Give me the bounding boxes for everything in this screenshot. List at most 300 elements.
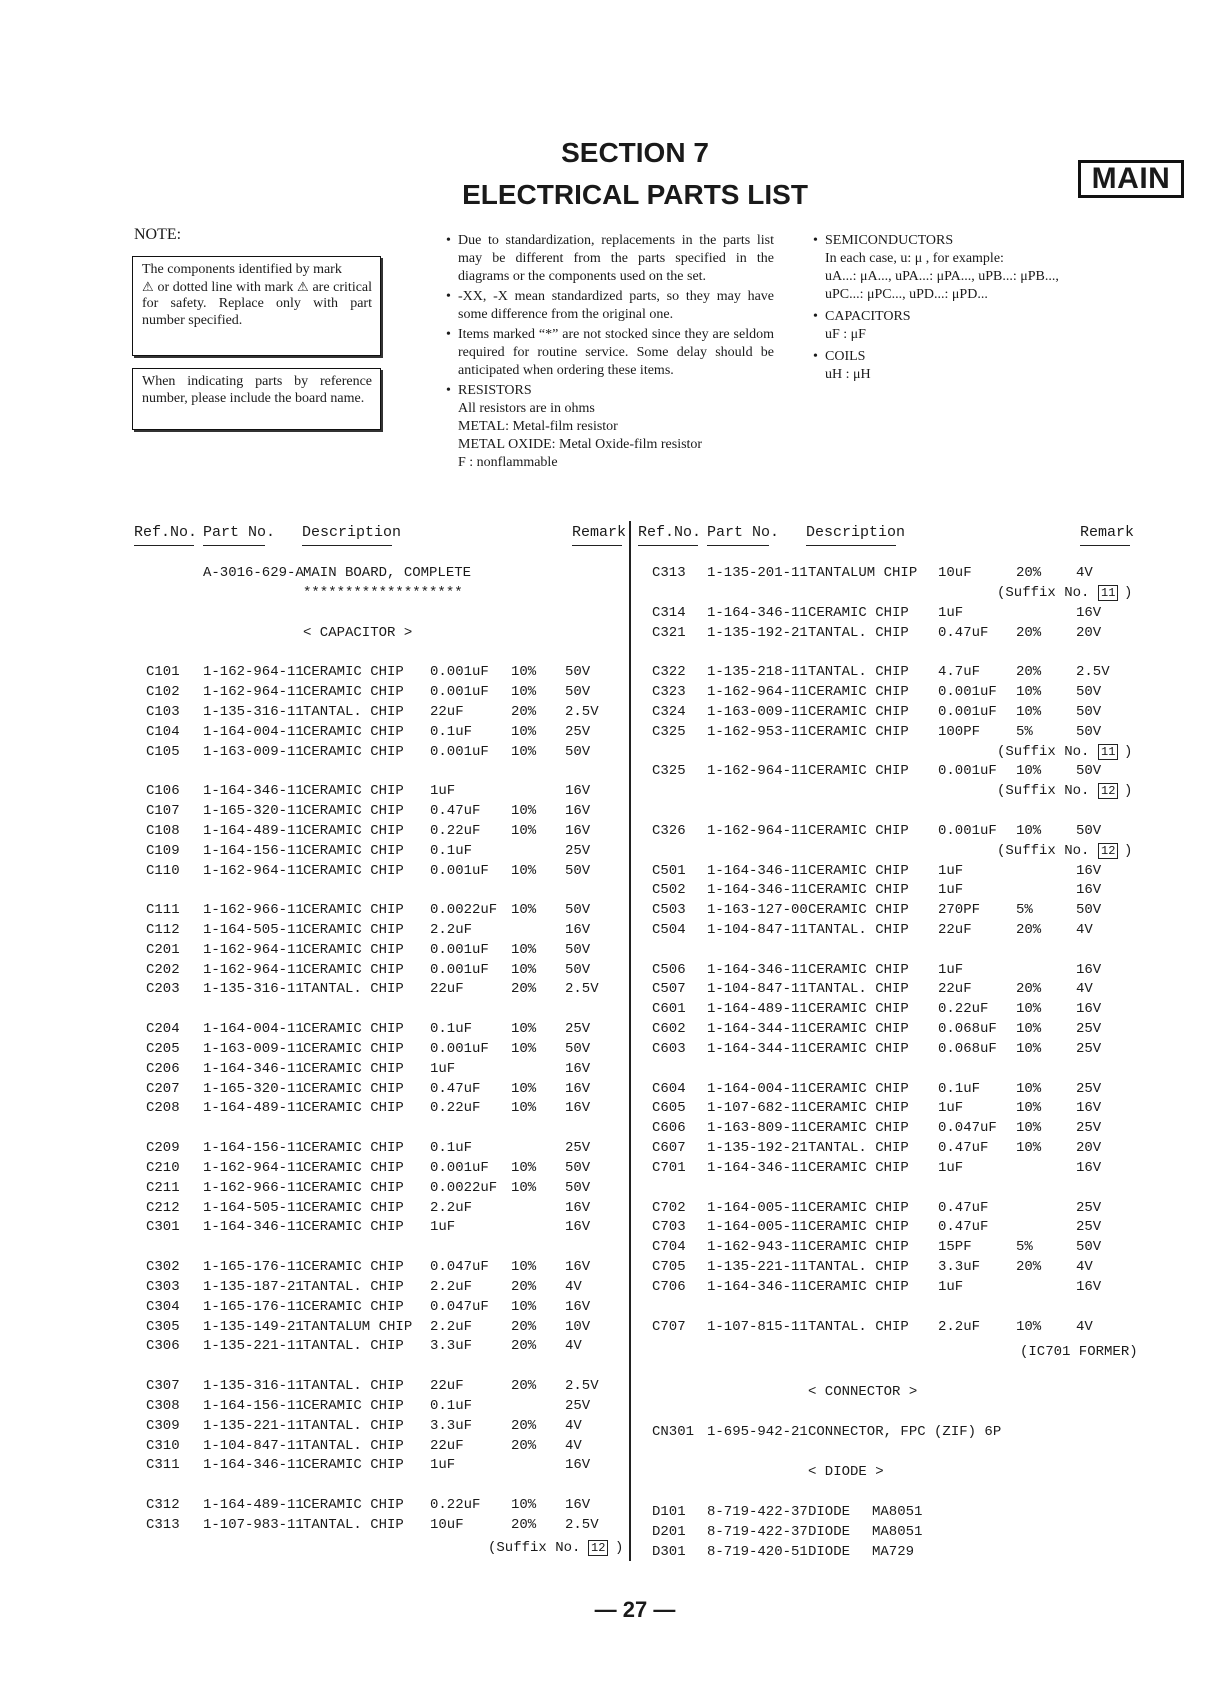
tolerance-cell: 10% [511,1021,537,1038]
value-cell: 0.22uF [430,822,481,839]
value-cell: 0.001uF [430,1040,489,1057]
voltage-cell: 10V [565,1318,591,1335]
note-resistors-metal-oxide: METAL OXIDE: Metal Oxide-film resistor [458,437,703,452]
note-resistors-metal: METAL: Metal-film resistor [458,419,618,434]
ref-cell: C207 [146,1080,180,1097]
table-row [652,642,1172,662]
ic701-former-note: (IC701 FORMER) [1020,1344,1138,1360]
tolerance-cell: 10% [511,1100,537,1117]
desc-cell: CERAMIC CHIP [303,1080,404,1097]
ref-cell: C312 [146,1497,180,1513]
ref-cell: C322 [652,664,686,681]
ref-cell: C313 [146,1516,180,1533]
table-row [146,1237,626,1257]
header-underline [806,545,896,546]
voltage-cell: 16V [565,1298,591,1315]
table-row [652,1502,1172,1522]
desc-cell: CERAMIC CHIP [303,684,404,700]
ref-cell: C605 [652,1100,686,1117]
ref-cell: C308 [146,1397,180,1414]
desc-cell: CERAMIC CHIP [808,1040,909,1057]
suffix-number: 12 [1098,783,1118,799]
tolerance-cell: 10% [1016,703,1042,720]
suffix-label: (Suffix No. [997,584,1090,601]
desc-cell: TANTAL. CHIP [808,624,909,641]
desc-cell: TANTALUM CHIP [808,565,918,581]
part-cell: 1-164-346-11 [203,1457,304,1474]
part-cell: 1-162-964-11 [203,961,304,978]
voltage-cell: 4V [1076,921,1093,938]
ref-cell: C506 [652,961,686,978]
table-row [652,1297,1172,1317]
page-number: — 27 — [594,1597,676,1622]
desc-cell: CERAMIC CHIP [303,1259,404,1275]
header-underline [203,545,265,546]
ref-cell: C109 [146,842,180,859]
suffix-close: ) [1124,842,1133,859]
value-cell: 2.2uF [430,1199,473,1216]
tolerance-cell: 10% [511,941,537,958]
voltage-cell: 50V [565,1179,591,1196]
voltage-cell: 4V [565,1417,582,1434]
table-row [652,841,1172,861]
ref-cell: C704 [652,1239,686,1256]
table-row [146,583,626,603]
part-cell: 1-164-346-11 [203,1219,304,1236]
ref-cell: C502 [652,882,686,899]
tolerance-cell: 10% [1016,1140,1042,1157]
part-cell: 1-135-221-11 [707,1259,808,1275]
suffix-close: ) [1124,783,1133,800]
table-row [146,1118,626,1138]
table-row [652,1522,1172,1542]
ref-cell: C303 [146,1278,180,1295]
table-row [652,999,1172,1019]
header-underline [638,545,698,546]
ref-cell: C306 [146,1338,180,1355]
desc-cell: CERAMIC CHIP [303,803,404,819]
table-row [652,1317,1172,1337]
value-cell: 0.047uF [430,1259,489,1275]
table-row [146,1178,626,1198]
value-cell: 15PF [938,1239,972,1256]
part-cell: 1-163-809-11 [707,1120,808,1137]
desc-cell: CERAMIC CHIP [808,1001,909,1018]
value-cell: 0.001uF [938,703,997,720]
col-header-desc-left: Description [302,524,402,541]
part-cell: 1-162-943-11 [707,1239,808,1256]
table-row [652,1277,1172,1297]
tolerance-cell: 20% [1016,624,1042,641]
part-cell: 1-164-156-11 [203,1140,304,1157]
ref-cell: C503 [652,902,686,919]
desc-cell: CERAMIC CHIP [303,1497,404,1513]
table-row [146,623,626,643]
table-row [652,821,1172,841]
value-cell: 0.068uF [938,1040,997,1057]
tolerance-cell: 10% [511,664,537,681]
table-row [652,920,1172,940]
category-heading: < CAPACITOR > [303,624,413,641]
ref-cell: C112 [146,921,180,938]
ref-cell: C103 [146,703,180,720]
desc-cell: DIODE [808,1543,851,1560]
part-cell: 1-162-964-11 [203,862,304,879]
part-cell: 1-135-187-21 [203,1278,304,1295]
value-cell: 0.068uF [938,1021,997,1038]
table-row [146,880,626,900]
value-cell: 1uF [938,604,964,621]
ref-cell: C602 [652,1021,686,1038]
voltage-cell: 2.5V [565,1516,599,1533]
voltage-cell: 2.5V [565,981,599,998]
table-row [146,861,626,881]
ref-cell: C111 [146,902,180,919]
voltage-cell: 16V [1076,961,1102,978]
desc-cell: ******************* [303,584,463,601]
value-cell: 0.47uF [938,624,989,641]
voltage-cell: 25V [565,723,591,740]
voltage-cell: 50V [1076,763,1102,780]
ref-cell: C604 [652,1080,686,1097]
part-cell: 1-164-489-11 [203,1497,304,1513]
part-cell: 1-135-192-21 [707,624,808,641]
desc-cell: DIODE [808,1504,851,1520]
desc-cell: TANTAL. CHIP [808,921,909,938]
desc-cell: CERAMIC CHIP [808,723,909,740]
value-cell: 0.47uF [938,1199,989,1216]
suffix-close: ) [615,1540,624,1556]
notes-middle [446,232,774,472]
voltage-cell: 25V [565,842,591,859]
voltage-cell: 50V [565,1159,591,1176]
table-row [146,1098,626,1118]
value-cell: 0.1uF [430,723,473,740]
table-row [146,821,626,841]
suffix-number: 11 [1098,744,1118,760]
connector-heading: < CONNECTOR > [808,1384,918,1400]
voltage-cell: 50V [565,743,591,760]
desc-cell: MAIN BOARD, COMPLETE [303,565,472,581]
ref-cell: C212 [146,1199,180,1216]
value-cell: 0.47uF [430,1080,481,1097]
table-row [652,1079,1172,1099]
desc-cell: CERAMIC CHIP [303,1100,404,1117]
diode-heading: < DIODE > [808,1464,884,1480]
tolerance-cell: 10% [511,1179,537,1196]
part-cell: 1-164-004-11 [203,1021,304,1038]
value-cell: 0.0022uF [430,902,498,919]
table-row [652,742,1172,762]
value-cell: 0.1uF [938,1080,981,1097]
table-row [652,1138,1172,1158]
voltage-cell: 16V [1076,862,1102,879]
voltage-cell: 4V [565,1437,582,1454]
reference-note-box: When indicating parts by reference number, please include the board name. [132,368,381,430]
table-row [652,900,1172,920]
desc-cell: CERAMIC CHIP [808,1219,909,1236]
table-row [146,1515,626,1535]
value-cell: 0.001uF [430,743,489,760]
suffix-number: 11 [1098,585,1118,601]
desc-cell: CERAMIC CHIP [303,1060,404,1077]
ref-cell: C603 [652,1040,686,1057]
col-header-part-left: Part No. [203,524,276,541]
tolerance-cell: 5% [1016,1239,1033,1256]
column-divider [629,521,631,1561]
value-cell: 0.47uF [938,1140,989,1157]
ref-cell: C701 [652,1159,686,1176]
tolerance-cell: 10% [511,1298,537,1315]
ref-cell: C210 [146,1159,180,1176]
tolerance-cell: 10% [1016,1001,1042,1018]
voltage-cell: 25V [1076,1040,1102,1057]
warning-triangle-icon: ⚠ [142,278,154,294]
voltage-cell: 25V [1076,1219,1102,1236]
table-row [146,1257,626,1277]
table-row [652,781,1172,801]
value-cell: 3.3uF [938,1259,981,1275]
suffix-close: ) [1124,584,1133,601]
value-cell: 0.0022uF [430,1179,498,1196]
desc-cell: CERAMIC CHIP [303,1219,404,1236]
value-cell: 0.22uF [938,1001,989,1018]
desc-cell: CERAMIC CHIP [808,902,909,919]
ref-cell: C301 [146,1219,180,1236]
tolerance-cell: 5% [1016,902,1033,919]
tolerance-cell: 10% [1016,1040,1042,1057]
board-name-badge: MAIN [1078,160,1184,198]
table-row [652,1059,1172,1079]
desc-cell: CERAMIC CHIP [303,1298,404,1315]
desc-cell: CERAMIC CHIP [303,921,404,938]
part-cell: 1-135-221-11 [203,1417,304,1434]
value-cell: 0.22uF [430,1100,481,1117]
tolerance-cell: 20% [1016,565,1042,581]
col-header-ref-left: Ref.No. [134,524,198,541]
desc-cell: CERAMIC CHIP [808,1278,909,1295]
note-semiconductors-l1: In each case, u: μ , for example: [825,251,1004,266]
desc-cell: CERAMIC CHIP [303,961,404,978]
desc-cell: CERAMIC CHIP [808,1021,909,1038]
part-cell: 1-164-004-11 [203,723,304,740]
voltage-cell: 50V [565,902,591,919]
voltage-cell: 16V [565,1457,591,1474]
ref-cell: C205 [146,1040,180,1057]
table-row [146,1336,626,1356]
value-cell: 22uF [430,1378,464,1394]
desc-cell: CERAMIC CHIP [808,1080,909,1097]
value-cell: 0.047uF [430,1298,489,1315]
part-cell: 1-162-964-11 [707,684,808,700]
desc-cell: CERAMIC CHIP [303,822,404,839]
warning-triangle-icon: ⚠ [296,278,309,294]
table-row [146,1297,626,1317]
table-row [652,1542,1172,1562]
desc-cell: CERAMIC CHIP [808,1239,909,1256]
ref-cell: C209 [146,1140,180,1157]
tolerance-cell: 20% [511,703,537,720]
table-row [146,1416,626,1436]
value-cell: 10uF [430,1516,464,1533]
voltage-cell: 50V [1076,684,1102,700]
table-row [652,1118,1172,1138]
part-cell: 1-164-346-11 [203,1060,304,1077]
part-cell: 1-135-316-11 [203,981,304,998]
diode-type-cell: MA8051 [872,1523,923,1540]
value-cell: 1uF [430,1219,456,1236]
desc-cell: CERAMIC CHIP [303,1159,404,1176]
part-cell: 1-135-192-21 [707,1140,808,1157]
ref-cell: C323 [652,684,686,700]
part-cell: 1-162-964-11 [203,1159,304,1176]
value-cell: 100PF [938,723,981,740]
desc-cell: CERAMIC CHIP [303,664,404,681]
desc-cell: CERAMIC CHIP [808,961,909,978]
ref-cell: C305 [146,1318,180,1335]
value-cell: 0.001uF [938,684,997,700]
ref-cell: C107 [146,803,180,819]
table-row [146,1277,626,1297]
tolerance-cell: 10% [511,822,537,839]
desc-cell: CERAMIC CHIP [808,862,909,879]
value-cell: 1uF [938,1100,964,1117]
ref-cell: C325 [652,723,686,740]
tolerance-cell: 20% [511,1378,537,1394]
part-cell: 1-164-346-11 [203,783,304,800]
desc-cell: CERAMIC CHIP [808,822,909,839]
voltage-cell: 25V [1076,1021,1102,1038]
table-row [146,1059,626,1079]
ref-cell: C101 [146,664,180,681]
header-underline [302,545,392,546]
desc-cell: CERAMIC CHIP [303,723,404,740]
part-cell: 1-163-127-00 [707,902,808,919]
value-cell: 0.001uF [430,862,489,879]
section-heading [0,132,1230,216]
part-cell: 1-164-344-11 [707,1021,808,1038]
tolerance-cell: 10% [1016,684,1042,700]
part-cell: 8-719-420-51 [707,1543,808,1560]
part-cell: 1-164-344-11 [707,1040,808,1057]
voltage-cell: 16V [565,1080,591,1097]
table-row [146,801,626,821]
part-cell: 1-135-316-11 [203,703,304,720]
ref-cell: C102 [146,684,180,700]
table-row [652,801,1172,821]
col-header-remark-right: Remark [1080,524,1135,541]
value-cell: 0.001uF [430,1159,489,1176]
table-row [146,1138,626,1158]
value-cell: 1uF [430,783,456,800]
part-cell: 1-163-009-11 [203,1040,304,1057]
voltage-cell: 16V [565,1497,591,1513]
desc-cell: CERAMIC CHIP [303,743,404,760]
col-header-desc-right: Description [806,524,906,541]
voltage-cell: 50V [565,664,591,681]
part-cell: 1-695-942-21 [707,1424,808,1440]
desc-cell: CERAMIC CHIP [303,1457,404,1474]
tolerance-cell: 10% [511,803,537,819]
table-row [652,623,1172,643]
voltage-cell: 25V [565,1140,591,1157]
voltage-cell: 50V [1076,723,1102,740]
part-cell: 1-164-346-11 [707,604,808,621]
part-cell: A-3016-629-A [203,565,304,581]
table-row [146,1158,626,1178]
part-cell: 1-107-815-11 [707,1318,808,1335]
tolerance-cell: 20% [1016,1259,1042,1275]
voltage-cell: 16V [565,1100,591,1117]
suffix-note-left [488,1538,628,1558]
table-row [146,1079,626,1099]
table-row [146,1198,626,1218]
part-cell: 1-165-320-11 [203,1080,304,1097]
value-cell: 22uF [430,703,464,720]
part-cell: 1-135-149-21 [203,1318,304,1335]
table-row [652,940,1172,960]
desc-cell: CERAMIC CHIP [808,604,909,621]
suffix-close: ) [1124,743,1133,760]
col-header-part-right: Part No. [707,524,780,541]
table-row [146,1356,626,1376]
value-cell: 0.001uF [938,822,997,839]
table-row [146,841,626,861]
suffix-label: (Suffix No. [997,842,1090,859]
value-cell: 0.001uF [938,763,997,780]
table-row [146,702,626,722]
tolerance-cell: 20% [511,1437,537,1454]
tolerance-cell: 20% [511,981,537,998]
header-underline [134,545,194,546]
voltage-cell: 50V [1076,1239,1102,1256]
tolerance-cell: 20% [511,1278,537,1295]
table-row [652,761,1172,781]
ref-cell: C203 [146,981,180,998]
header-underline [1080,545,1130,546]
value-cell: 1uF [938,961,964,978]
ref-cell: C321 [652,624,686,641]
table-row [652,702,1172,722]
tolerance-cell: 10% [511,684,537,700]
table-row [652,1257,1172,1277]
desc-cell: CERAMIC CHIP [808,1199,909,1216]
part-cell: 1-164-156-11 [203,1397,304,1414]
part-cell: 1-165-176-11 [203,1298,304,1315]
ref-cell: C106 [146,783,180,800]
value-cell: 0.001uF [430,941,489,958]
tolerance-cell: 10% [511,961,537,978]
part-cell: 1-135-316-11 [203,1378,304,1394]
ref-cell: C108 [146,822,180,839]
ref-cell: C105 [146,743,180,760]
tolerance-cell: 10% [511,902,537,919]
ref-cell: C326 [652,822,686,839]
page-title: ELECTRICAL PARTS LIST [462,179,808,210]
part-cell: 1-107-983-11 [203,1516,304,1533]
value-cell: 1uF [430,1060,456,1077]
table-row [146,1495,626,1515]
table-row [146,999,626,1019]
voltage-cell: 16V [565,783,591,800]
value-cell: 10uF [938,565,972,581]
diode-type-cell: MA729 [872,1543,915,1560]
voltage-cell: 4V [1076,1259,1093,1275]
value-cell: 22uF [430,981,464,998]
part-cell: 1-164-489-11 [707,1001,808,1018]
tolerance-cell: 20% [511,1338,537,1355]
desc-cell: CERAMIC CHIP [303,842,404,859]
